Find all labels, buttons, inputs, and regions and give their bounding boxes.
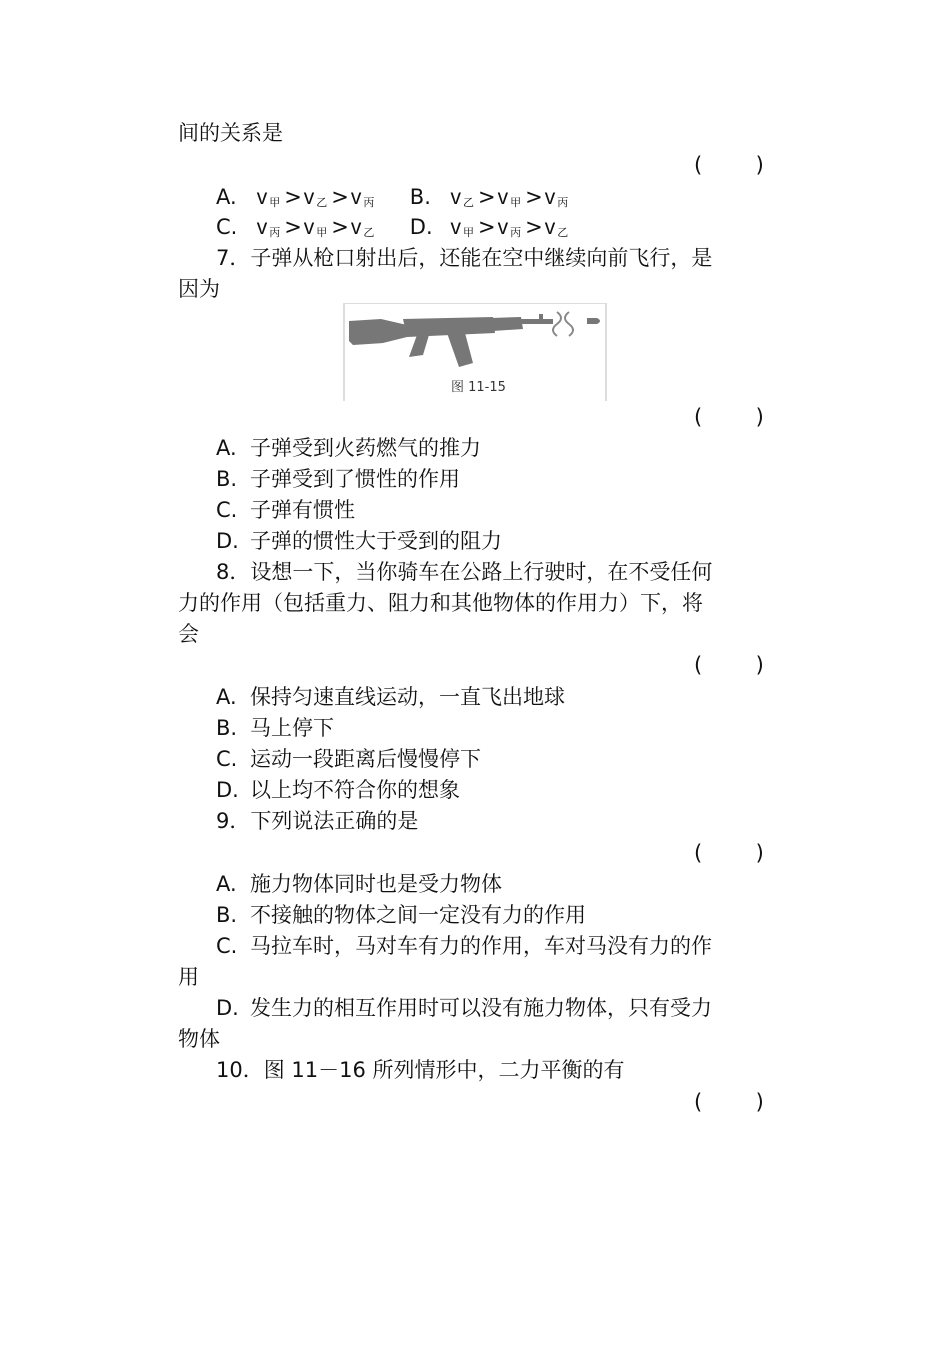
q6-opt-c-s1: 丙 [269,226,281,239]
q6-opt-c-s2: 甲 [316,226,328,239]
q6-opt-b-v2: v [497,186,509,209]
q6-opt-d-label: D. [409,215,433,239]
option-text: 以上均不符合你的想象 [250,778,460,802]
option-text: 不接触的物体之间一定没有力的作用 [250,903,586,927]
q6-opt-b-v3: v [544,186,556,209]
q6-opt-b-s3: 丙 [557,196,569,209]
q8-stem-line1: 8．设想一下，当你骑车在公路上行驶时，在不受任何 [216,560,713,584]
option-text: 马拉车时，马对车有力的作用，车对马没有力的作 [250,934,712,958]
q6-opt-d-s2: 丙 [510,226,522,239]
option-label: B. [216,716,238,740]
gt-sign: > [331,215,349,239]
q6-option-row-cd [216,214,570,246]
q6-opt-c-v1: v [256,216,268,239]
q6-opt-a-s3: 丙 [363,196,375,209]
gt-sign: > [284,185,302,209]
gt-sign: > [331,185,349,209]
option-label: A. [216,685,237,709]
option-label: D. [216,529,239,553]
q10-stem-line1: 10．图 11－16 所列情形中，二力平衡的有 [216,1058,625,1082]
q6-opt-d-v3: v [544,216,556,239]
q6-opt-a-v2: v [303,186,315,209]
gt-sign: > [525,215,543,239]
gt-sign: > [477,185,496,209]
option-label: B. [216,903,238,927]
q9-option-b [216,902,586,928]
q6-option-row-ab [216,184,570,216]
option-text: 子弹受到火药燃气的推力 [250,436,481,460]
q6-opt-b-s1: 乙 [462,196,474,209]
option-text: 子弹有惯性 [250,498,355,522]
q6-opt-c-v3: v [350,216,362,239]
option-text: 运动一段距离后慢慢停下 [250,747,481,771]
q6-opt-d-s1: 甲 [462,226,474,239]
gt-sign: > [525,185,543,209]
q6-opt-a-s2: 乙 [316,196,328,209]
q7-option-d [216,528,502,554]
figure-caption: 图 11-15 [451,380,506,395]
option-label: A. [216,436,237,460]
figure-11-15 [343,303,607,401]
q7-option-c [216,497,355,523]
option-label: B. [216,467,238,491]
option-label: D. [216,778,239,802]
option-text: 子弹的惯性大于受到的阻力 [250,529,502,553]
option-label: D. [216,996,239,1020]
option-text: 马上停下 [250,716,334,740]
option-text: 保持匀速直线运动，一直飞出地球 [250,685,565,709]
q6-opt-b-v1: v [450,186,461,209]
q8-option-d [216,777,460,803]
q7-stem-line2: 因为 [178,277,220,301]
gt-sign: > [284,215,302,239]
option-label: C. [216,498,238,522]
q7-option-b [216,466,460,492]
q7-stem-line1: 7．子弹从枪口射出后，还能在空中继续向前飞行，是 [216,246,713,270]
q8-stem-line3: 会 [178,622,199,646]
q8-stem-line2: 力的作用（包括重力、阻力和其他物体的作用力）下，将 [178,591,703,615]
q9-option-d [216,995,712,1021]
option-label: A. [216,872,237,896]
q8-answer-paren: ( ) [694,653,764,677]
q9-stem-line1: 9．下列说法正确的是 [216,809,419,833]
q6-opt-c-label: C. [216,215,238,239]
q7-answer-paren: ( ) [694,405,764,429]
q9-option-a [216,871,502,897]
q6-opt-a-label: A. [216,185,237,209]
q6-continuation: 间的关系是 [178,121,283,145]
q7-option-a [216,435,481,461]
option-label: C. [216,747,238,771]
q6-opt-b-s2: 甲 [510,196,522,209]
q9-option-c [216,933,712,959]
q6-opt-a-v3: v [350,186,362,209]
option-label: C. [216,934,238,958]
q9-option-c-wrap: 用 [178,965,199,989]
q6-opt-d-s3: 乙 [557,226,569,239]
q6-opt-a-s1: 甲 [269,196,281,209]
gt-sign: > [477,215,496,239]
q6-answer-paren: ( ) [694,153,764,177]
q8-option-c [216,746,481,772]
q6-opt-d-v2: v [497,216,509,239]
option-text: 施力物体同时也是受力物体 [250,872,502,896]
q9-answer-paren: ( ) [694,841,764,865]
q6-opt-c-v2: v [303,216,315,239]
option-text: 子弹受到了惯性的作用 [250,467,460,491]
rifle-icon [343,303,607,401]
q8-option-a [216,684,565,710]
q6-opt-d-v1: v [450,216,461,239]
q6-opt-b-label: B. [409,185,431,209]
q8-option-b [216,715,334,741]
q6-opt-a-v1: v [256,186,268,209]
option-text: 发生力的相互作用时可以没有施力物体，只有受力 [250,996,712,1020]
q9-option-d-wrap: 物体 [178,1027,220,1051]
q6-opt-c-s3: 乙 [363,226,375,239]
q10-answer-paren: ( ) [694,1090,764,1114]
